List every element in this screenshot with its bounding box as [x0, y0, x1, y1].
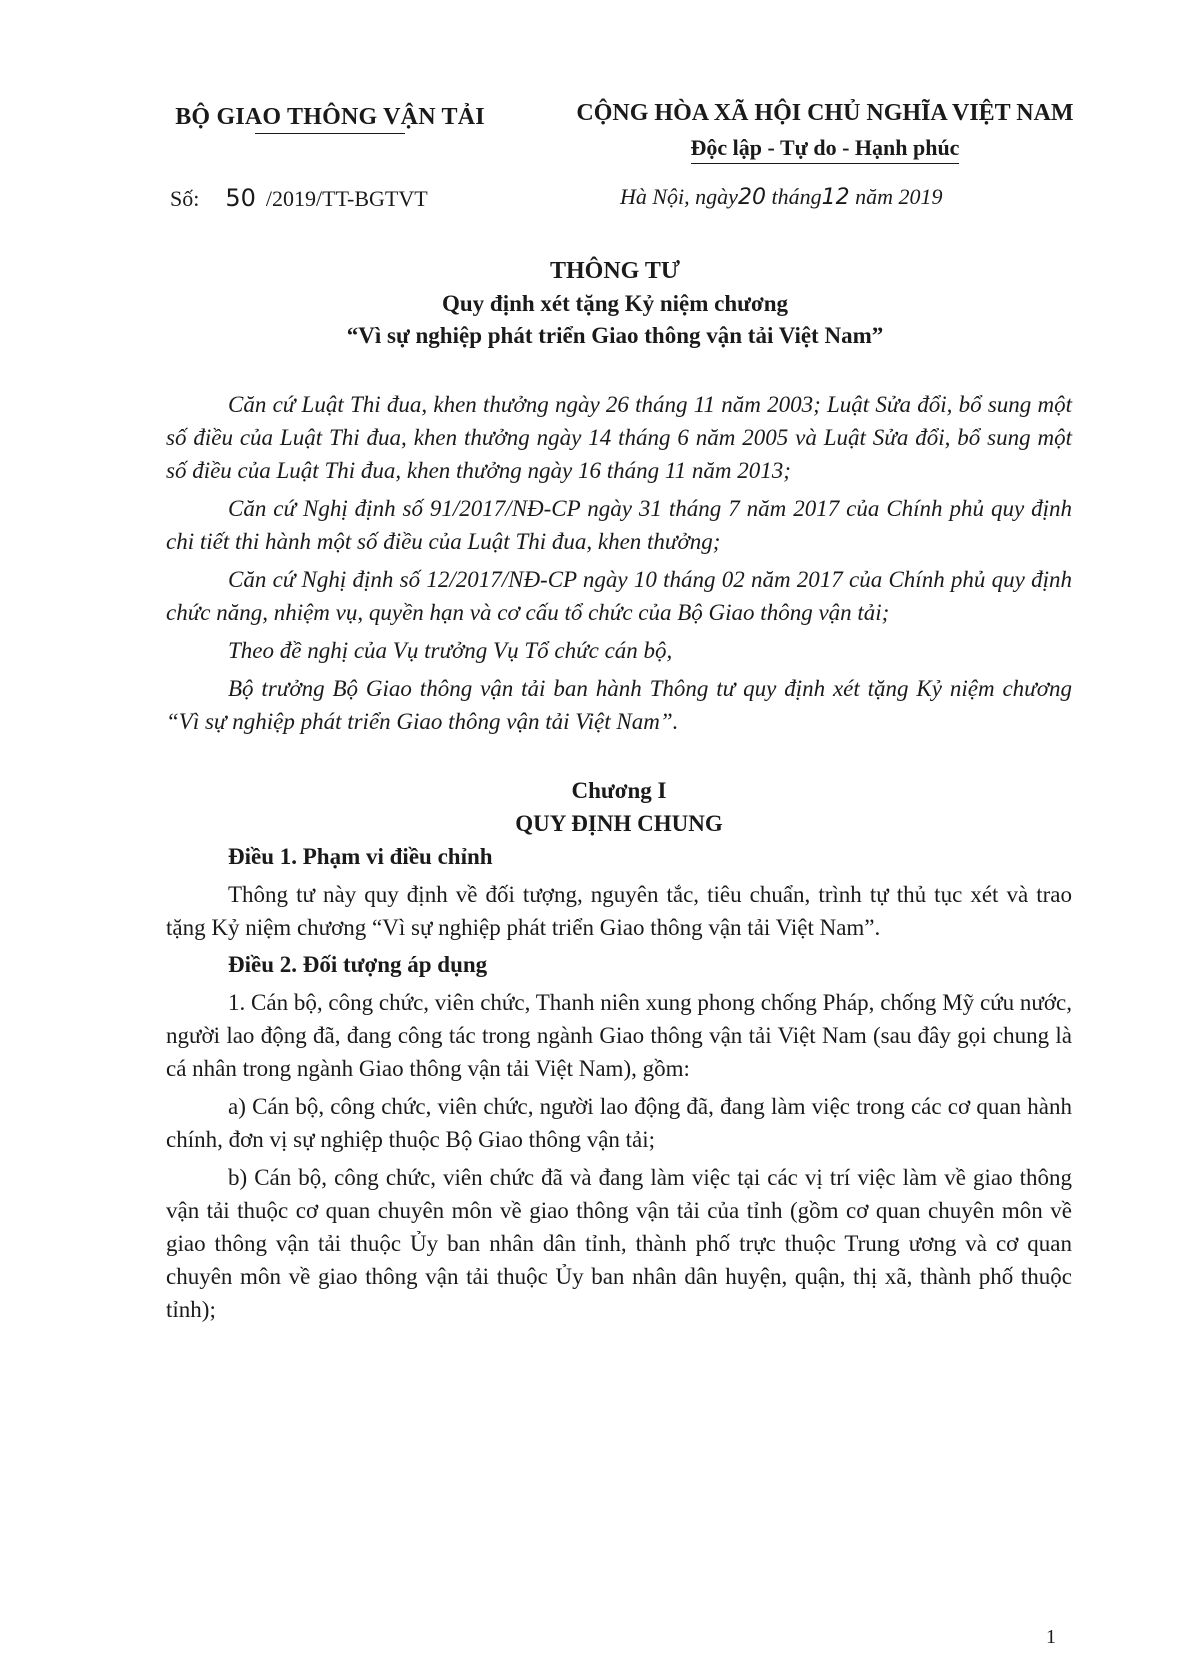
date-month-label: tháng [771, 184, 822, 209]
document-number [170, 184, 428, 212]
doc-no-suffix: /2019/TT-BGTVT [265, 186, 428, 211]
chapter-heading [166, 774, 1072, 840]
document-date [620, 184, 942, 210]
doc-no-prefix: Số: [170, 186, 200, 211]
national-header [540, 100, 1110, 164]
preamble-paragraph: Căn cứ Nghị định số 91/2017/NĐ-CP ngày 31 tháng 7 năm 2017 của Chính phủ quy định chi tiết thi hành một số điều của Luật Thi đua, khen thưởng; [166, 496, 1072, 554]
article-2-clause-1: 1. Cán bộ, công chức, viên chức, Thanh niên xung phong chống Pháp, chống Mỹ cứu nước, người lao động đã, đang công tác trong ngành Giao thông vận tải Việt Nam (sau đây gọi chung là cá nhân trong ngành Giao thông vận tải Việt Nam), gồm: [166, 990, 1072, 1081]
national-motto: Độc lập - Tự do - Hạnh phúc [691, 135, 960, 164]
date-year: năm 2019 [855, 184, 943, 209]
preamble-paragraph: Theo đề nghị của Vụ trưởng Vụ Tổ chức cán bộ, [228, 638, 673, 663]
title-line-1: Quy định xét tặng Kỷ niệm chương [441, 291, 789, 316]
date-day: 20 [737, 185, 766, 210]
ministry-name: BỘ GIAO THÔNG VẬN TẢI [175, 104, 485, 130]
chapter-name: QUY ĐỊNH CHUNG [515, 811, 723, 836]
title-line-2: “Vì sự nghiệp phát triển Giao thông vận tải Việt Nam” [346, 323, 884, 348]
date-month: 12 [821, 185, 850, 210]
preamble-paragraph: Căn cứ Nghị định số 12/2017/NĐ-CP ngày 10 tháng 02 năm 2017 của Chính phủ quy định chức năng, nhiệm vụ, quyền hạn và cơ cấu tổ chức của Bộ Giao thông vận tải; [166, 567, 1072, 625]
article-2-point-b: b) Cán bộ, công chức, viên chức đã và đang làm việc tại các vị trí việc làm về giao thông vận tải thuộc cơ quan chuyên môn về giao thông vận tải của tỉnh (gồm cơ quan chuyên môn về giao thông vận tải thuộc Ủy ban nhân dân tỉnh, thành phố trực thuộc Trung ương và cơ quan chuyên môn về giao thông vận tải thuộc Ủy ban nhân dân huyện, quận, thị xã, thành phố thuộc tỉnh); [166, 1165, 1072, 1322]
article-2-point-a: a) Cán bộ, công chức, viên chức, người lao động đã, đang làm việc trong các cơ quan hành chính, đơn vị sự nghiệp thuộc Bộ Giao thông vận tải; [166, 1094, 1072, 1152]
republic-name: CỘNG HÒA XÃ HỘI CHỦ NGHĨA VIỆT NAM [576, 100, 1074, 126]
document-type: THÔNG TƯ [549, 258, 681, 284]
document-title [150, 254, 1080, 352]
ministry-underline [255, 133, 405, 134]
article-2-heading: Điều 2. Đối tượng áp dụng [228, 952, 488, 977]
doc-no-number: 50 [225, 184, 256, 212]
chapter-number: Chương I [571, 778, 667, 803]
document-body [166, 388, 1072, 1326]
preamble-paragraph: Căn cứ Luật Thi đua, khen thưởng ngày 26 tháng 11 năm 2003; Luật Sửa đổi, bổ sung một số điều của Luật Thi đua, khen thưởng ngày 14 tháng 6 năm 2005 và Luật Sửa đổi, bổ sung một số điều của Luật Thi đua, khen thưởng ngày 16 tháng 11 năm 2013; [166, 392, 1072, 483]
page-number: 1 [1046, 1626, 1056, 1648]
article-1-text: Thông tư này quy định về đối tượng, nguyên tắc, tiêu chuẩn, trình tự thủ tục xét và trao tặng Kỷ niệm chương “Vì sự nghiệp phát triển Giao thông vận tải Việt Nam”. [166, 882, 1072, 940]
ministry-header [160, 104, 500, 134]
date-place: Hà Nội, ngày [620, 184, 738, 209]
preamble-paragraph: Bộ trưởng Bộ Giao thông vận tải ban hành Thông tư quy định xét tặng Kỷ niệm chương “Vì sự nghiệp phát triển Giao thông vận tải Việt Nam”. [166, 676, 1072, 734]
article-1-heading: Điều 1. Phạm vi điều chỉnh [228, 844, 493, 869]
